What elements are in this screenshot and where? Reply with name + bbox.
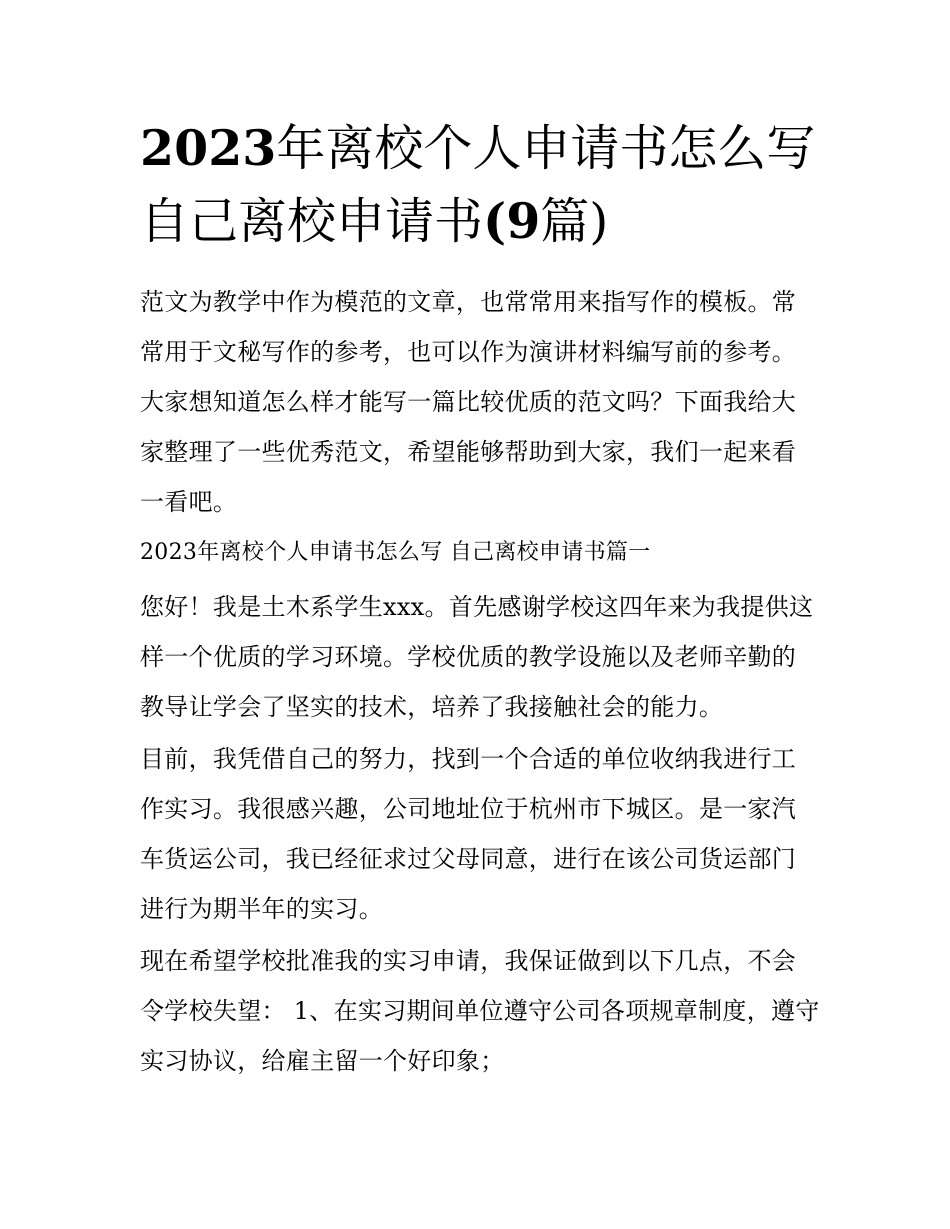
document-title — [140, 112, 830, 258]
body-paragraph: 现在希望学校批准我的实习申请，我保证做到以下几点，不会令学校失望： 1、在实习期间单位遵守公司各项规章制度，遵守实习协议，给雇主留一个好印象； — [140, 947, 820, 1075]
title-year: 2023 — [140, 119, 277, 177]
body-paragraph: 目前，我凭借自己的努力，找到一个合适的单位收纳我进行工作实习。我很感兴趣，公司地址位于杭州市下城区。是一家汽车货运公司，我已经征求过父母同意，进行在该公司货运部门进行为期半年的实习。 — [140, 745, 797, 923]
title-line2-end: 篇) — [540, 193, 609, 250]
title-line2-text: 自己离校申请书 — [140, 193, 484, 250]
title-line1-text: 年离校个人申请书怎么写 — [276, 120, 816, 177]
title-count: (9 — [483, 192, 541, 250]
section-heading: 2023年离校个人申请书怎么写 自己离校申请书篇一 — [140, 540, 651, 565]
intro-paragraph: 范文为教学中作为模范的文章，也常常用来指写作的模板。常常用于文秘写作的参考，也可以作为演讲材料编写前的参考。大家想知道怎么样才能写一篇比较优质的范文吗？下面我给大家整理了一些优秀范文，希望能够帮助到大家，我们一起来看一看吧。 — [140, 288, 797, 516]
body-paragraph: 您好！我是土木系学生xxx。首先感谢学校这四年来为我提供这样一个优质的学习环境。学校优质的教学设施以及老师辛勤的教导让学会了坚实的技术，培养了我接触社会的能力。 — [140, 593, 814, 721]
